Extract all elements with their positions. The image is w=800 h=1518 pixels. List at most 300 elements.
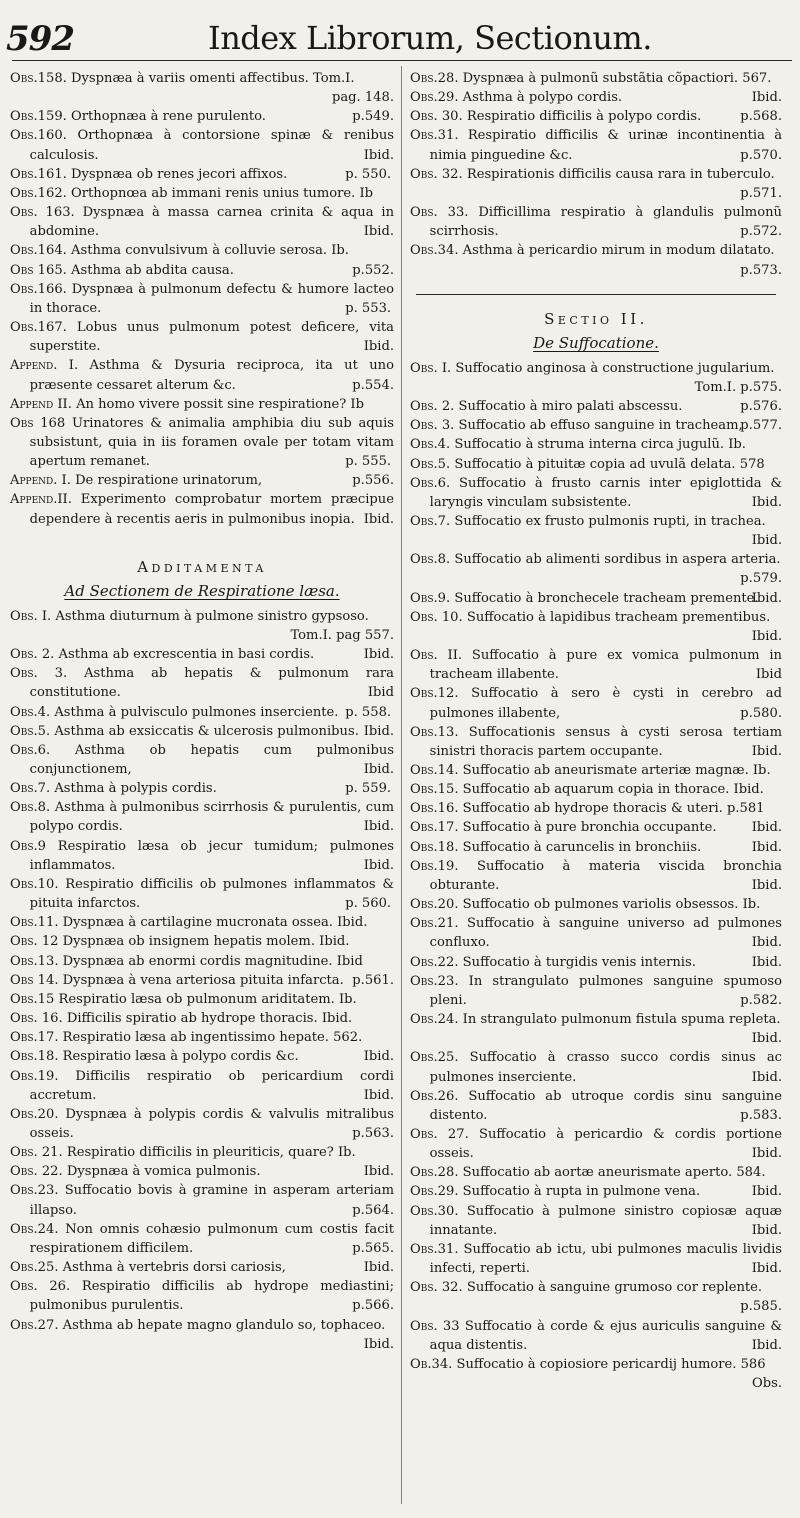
entry-label: Obs.5. <box>10 723 51 739</box>
entry-label: Obs.8. <box>10 800 51 816</box>
entry-text: Asthma & Dysuria reciproca, ita ut uno præsente cessaret alterum &c. <box>29 358 395 393</box>
index-entry <box>410 1125 782 1163</box>
entry-page-ref: p.580. <box>740 705 782 721</box>
entry-text: Suffocationis sensus à cysti serosa tertiam sinistri thoracis partem occupante. <box>429 724 782 759</box>
entry-page-ref: Ibid. <box>751 1184 782 1200</box>
index-entry <box>410 589 782 608</box>
right-column <box>410 69 782 1393</box>
entry-text: Suffocatio anginosa à constructione jugularium. <box>455 360 775 376</box>
entry-page-ref: p. 560. <box>345 896 392 912</box>
index-entry <box>410 241 782 279</box>
entry-text: Asthma à pericardio mirum in modum dilatato. <box>462 243 775 259</box>
suffocation-list <box>410 359 782 1374</box>
entry-page-ref: Ibid. <box>363 1164 394 1180</box>
entry-label: Obs. II. <box>410 648 463 664</box>
entry-text: De respiratione urinatorum, <box>75 473 263 489</box>
entry-text: Respiratio difficilis ob pulmones inflammatos & pituita infarctos. <box>29 876 394 912</box>
entry-page-ref: Ibid. <box>363 1336 394 1352</box>
entry-label: Obs.4. <box>10 704 51 720</box>
entry-page-ref: Ibid <box>755 667 782 683</box>
entry-page-ref: Ibid. <box>751 1146 782 1162</box>
entry-label: Obs.159. <box>10 109 67 125</box>
section-heading: Sectio II. <box>544 309 648 328</box>
column-divider <box>401 66 402 1504</box>
entry-label: Obs.20. <box>10 1106 59 1122</box>
entry-page-ref: Ibid. <box>751 954 782 970</box>
index-entry <box>410 684 782 722</box>
entry-label: Append. I. <box>10 358 79 374</box>
index-entry <box>10 414 394 471</box>
entry-label: Obs.23. <box>10 1183 59 1199</box>
entry-text: Asthma à polypis cordis. <box>54 781 217 797</box>
entry-page-ref: p.561. <box>352 972 394 988</box>
index-entry <box>10 1258 394 1277</box>
entry-text: Difficilis respiratio ob pericardium cordi accretum. <box>29 1068 394 1103</box>
entry-label: Obs.34. <box>410 243 459 259</box>
entry-label: Obs.30. <box>410 1203 459 1219</box>
index-entry <box>10 1028 394 1047</box>
index-entry <box>10 490 394 528</box>
entry-label: Obs.31. <box>410 128 459 144</box>
entry-text: Suffocatio à crasso succo cordis sinus ac pulmones inserciente. <box>429 1050 782 1085</box>
index-entry <box>10 1181 394 1219</box>
entry-label: Obs.8. <box>410 552 451 568</box>
entry-page-ref: Ibid. <box>751 533 782 549</box>
entry-text: In strangulato pulmones sanguine spumoso pleni. <box>429 973 782 1008</box>
catchword: Obs. <box>752 1376 782 1391</box>
entry-label: Ob.34. <box>410 1356 453 1372</box>
entry-text: Dyspnæa à pulmonũ substãtia cõpactiori. 567. <box>462 71 772 86</box>
section-rule <box>416 294 776 295</box>
entry-text: Suffocatio à frusto carnis inter epiglottida & laryngis vinculam subsistente. <box>429 475 782 510</box>
entry-page-ref: Ibid. <box>751 935 782 951</box>
index-entry <box>10 664 394 702</box>
index-entry <box>410 512 782 550</box>
entry-text: Asthma ab hepatis & pulmonum rara constitutione. <box>29 666 394 701</box>
right-entries-list <box>410 69 782 280</box>
entry-label: Obs.22. <box>410 954 459 970</box>
index-entry <box>10 722 394 741</box>
entry-label: Obs.28. <box>410 71 459 86</box>
entry-label: Obs. 26. <box>10 1279 71 1295</box>
entry-label: Obs. 3. <box>10 666 68 682</box>
entry-page-ref: Tom.I. p.575. <box>694 379 782 395</box>
index-entry <box>10 107 394 126</box>
section-subheading: De Suffocatione. <box>533 333 659 352</box>
entry-text: Urinatores & animalia amphibia diu sub aquis subsistunt, quia in iis foramen ovale per totam vitam apertum remanet. <box>29 415 394 470</box>
index-entry <box>410 416 782 435</box>
entry-page-ref: Tom.I. pag 557. <box>290 627 394 643</box>
entry-text: Suffocatio à corde & ejus auriculis sanguine & aqua distentis. <box>429 1318 782 1353</box>
entry-page-ref: p.564. <box>352 1202 394 1218</box>
entry-label: Obs.161. <box>10 166 67 182</box>
entry-text: Respiratio læsa ab ingentissimo hepate. 562. <box>62 1030 363 1046</box>
entry-page-ref: Ibid. <box>363 647 394 663</box>
entry-label: Obs.10. <box>10 876 59 892</box>
index-entry <box>10 779 394 798</box>
entry-text: Suffocatio ab alimenti sordibus in aspera arteria. <box>454 552 781 568</box>
entry-label: Obs.25. <box>410 1050 459 1066</box>
entry-page-ref: Ibid. <box>751 1337 782 1353</box>
index-entry <box>10 1047 394 1066</box>
entry-page-ref: pag. 148. <box>331 90 394 106</box>
entry-label: Obs 168 <box>10 415 66 431</box>
entry-text: Asthma ab excrescentia in basi cordis. <box>58 647 315 663</box>
entry-page-ref: p.563. <box>352 1125 394 1141</box>
entry-label: Obs.23. <box>410 973 459 989</box>
entry-label: Obs.16. <box>410 801 459 817</box>
index-entry <box>410 953 782 972</box>
index-entry <box>410 126 782 164</box>
entry-label: Obs. 16. <box>10 1011 63 1027</box>
entry-text: Dyspnæa ab enormi cordis magnitudine. Ibid <box>62 953 363 969</box>
entry-text: Asthma ab abdita causa. <box>71 262 234 278</box>
additamenta-subheading: Ad Sectionem de Respiratione læsa. <box>64 581 340 600</box>
entry-label: Obs. 27. <box>410 1126 469 1142</box>
entry-text: Asthma convulsivum à colluvie serosa. Ib. <box>71 243 349 259</box>
index-entry <box>410 1317 782 1355</box>
entry-text: In strangulato pulmonum fistula spuma repleta. <box>462 1012 781 1028</box>
entry-label: Obs.6. <box>410 475 451 491</box>
entry-page-ref: p.585. <box>740 1299 782 1315</box>
entry-label: Obs.27. <box>10 1317 59 1333</box>
entry-text: Dyspnæa à cartilagine mucronata ossea. Ibid. <box>62 915 368 931</box>
entry-label: Obs. 3. <box>410 418 455 434</box>
index-entry <box>410 838 782 857</box>
index-entry <box>10 1316 394 1354</box>
entry-label: Obs. 2. <box>410 399 455 415</box>
page-title: Index Librorum, Sectionum. <box>208 19 652 57</box>
entry-text: Suffocatio ab hydrope thoracis & uteri. p.581 <box>462 801 765 817</box>
entry-text: Orthopnœa ab immani renis unius tumore. Ib <box>71 185 374 201</box>
entry-text: Respiratio læsa ob pulmonum ariditatem. Ib. <box>58 991 357 1007</box>
index-entry <box>410 1355 782 1374</box>
entry-text: Suffocatio à pulmone sinistro copiosæ aquæ innatante. <box>429 1203 782 1238</box>
entry-label: Obs.162. <box>10 185 67 201</box>
entry-label: Obs.160. <box>10 128 67 144</box>
entry-text: Suffocatio à sero è cysti in cerebro ad pulmones illabente, <box>429 686 782 721</box>
entry-page-ref: Ibid. <box>751 628 782 644</box>
entry-text: Respiratio læsa ob jecur tumidum; pulmones inflammatos. <box>29 838 394 873</box>
index-entry <box>10 241 394 260</box>
entry-label: Obs.18. <box>10 1049 59 1065</box>
entry-page-ref: Ibid. <box>751 1031 782 1047</box>
index-entry <box>410 723 782 761</box>
entry-page-ref: p.576. <box>740 399 782 415</box>
index-entry <box>10 1277 394 1315</box>
entry-label: Obs 165. <box>10 262 67 278</box>
entry-page-ref: p.572. <box>740 224 782 240</box>
entry-label: Obs.166. <box>10 281 67 297</box>
entry-page-ref: p. 558. <box>345 704 392 720</box>
index-entry <box>10 913 394 932</box>
index-entry <box>10 837 394 875</box>
entry-label: Obs. 32. <box>410 1280 463 1296</box>
entry-text: Suffocatio ab utroque cordis sinu sanguine distento. <box>429 1088 782 1123</box>
entry-page-ref: Ibid. <box>363 762 394 777</box>
index-entry <box>10 1143 394 1162</box>
index-entry <box>410 780 782 799</box>
entry-page-ref: p.556. <box>352 473 394 489</box>
entry-text: Suffocatio à bronchecele tracheam prementе. <box>454 590 759 606</box>
entry-label: Obs.5. <box>410 456 451 472</box>
index-entry <box>410 895 782 914</box>
index-entry <box>10 703 394 722</box>
entry-text: Suffocatio ex frusto pulmonis rupti, in trachea. <box>454 513 766 529</box>
entry-text: Suffocatio ob pulmones variolis obsessos. Ib. <box>462 897 761 913</box>
entry-page-ref: Ibid. <box>751 1069 782 1085</box>
entry-text: Suffocatio à sanguine grumoso cor replente. <box>466 1280 763 1296</box>
entry-text: Dyspnæa à vena arteriosa pituita infarcta. <box>62 972 344 988</box>
entry-page-ref: Ibid. <box>751 590 782 606</box>
entry-label: Obs.15. <box>410 782 459 798</box>
entry-page-ref: p. 553. <box>345 300 392 316</box>
entry-text: Suffocatio à miro palati abscessu. <box>458 399 683 415</box>
entry-text: Asthma diuturnum à pulmone sinistro gypsoso. <box>55 608 369 624</box>
header-rule <box>12 60 792 61</box>
entry-page-ref: p.565. <box>352 1240 394 1256</box>
entry-text: Suffocatio à copiosiore pericardij humore. 586 <box>456 1356 766 1372</box>
entry-page-ref: Ibid. <box>363 819 394 835</box>
entry-label: Obs.29. <box>410 1184 459 1200</box>
entry-text: Orthopnæa à contorsione spinæ & renibus calculosis. <box>29 128 394 163</box>
entry-text: Asthma ob hepatis cum pulmonibus conjunctionem, <box>29 742 394 777</box>
index-entry <box>10 932 394 951</box>
entry-label: Obs. I. <box>410 360 452 376</box>
entry-label: Append.II. <box>10 492 72 508</box>
entry-page-ref: Ibid. <box>363 511 394 527</box>
entry-page-ref: Ibid. <box>363 723 394 739</box>
entry-text: Suffocatio ab effuso sanguine in tracheam, <box>458 418 743 434</box>
index-entry <box>410 397 782 416</box>
entry-text: Dyspnæa à vomica pulmonis. <box>66 1164 261 1180</box>
entry-page-ref: p.554. <box>352 377 394 393</box>
entry-text: Asthma ab hepate magno glandulo so, tophaceo. <box>62 1317 386 1333</box>
entry-label: Obs.29. <box>410 90 459 106</box>
entry-text: Suffocatio ab ictu, ubi pulmones maculis lividis infecti, reperti. <box>429 1241 782 1277</box>
entry-page-ref: Ibid. <box>751 820 782 836</box>
entry-text: Non omnis cohæsio pulmonum cum costis facit respirationem difficilem. <box>29 1221 394 1256</box>
entry-label: Obs.19. <box>10 1068 59 1084</box>
index-entry <box>410 1278 782 1316</box>
entry-label: Obs. 163. <box>10 205 75 221</box>
index-entry <box>410 474 782 512</box>
entry-label: Obs. 21. <box>10 1145 63 1161</box>
entry-page-ref: Ibid. <box>363 224 394 240</box>
entry-label: Obs.21. <box>410 916 459 932</box>
entry-text: Suffocatio à materia viscida bronchia obturante. <box>429 858 782 893</box>
entry-page-ref: p.579. <box>740 571 782 587</box>
index-entry <box>10 607 394 645</box>
entry-text: Suffocatio à pituitæ copia ad uvulã delata. 578 <box>454 456 765 472</box>
index-entry <box>10 203 394 241</box>
entry-label: Obs.19. <box>410 858 459 874</box>
entry-label: Obs.167. <box>10 320 67 336</box>
entry-label: Obs.25. <box>10 1260 59 1276</box>
entry-page-ref: p. 550. <box>345 166 392 182</box>
index-entry <box>10 1220 394 1258</box>
index-entry <box>410 203 782 241</box>
entry-text: Suffocatio à pure ex vomica pulmonum in tracheam illabente. <box>429 648 782 683</box>
index-entry <box>410 761 782 780</box>
entry-label: Obs.15 <box>10 991 55 1007</box>
index-entry <box>410 435 782 454</box>
entry-text: Asthma à pulvisculo pulmones inserciente. <box>54 704 339 720</box>
entry-label: Obs. 30. <box>410 109 463 125</box>
index-entry <box>10 741 394 779</box>
index-entry <box>410 1163 782 1182</box>
entry-text: Respiratio difficilis & urinæ incontinentia à nimia pinguedine &c. <box>429 128 782 163</box>
entry-page-ref: Ibid. <box>363 1260 394 1276</box>
entry-page-ref: Ibid <box>367 685 394 701</box>
entry-text: Suffocatio bovis à gramine in asperam arteriam illapso. <box>29 1183 394 1218</box>
entry-text: Suffocatio ab aquarum copia in thorace. Ibid. <box>462 782 764 798</box>
left-column <box>10 69 394 1354</box>
entry-label: Obs.31. <box>410 1241 459 1257</box>
index-entry <box>10 318 394 356</box>
entry-label: Obs 14. <box>10 972 59 988</box>
index-entry <box>10 395 394 414</box>
index-entry <box>410 1240 782 1278</box>
index-entry <box>410 608 782 646</box>
entry-label: Obs. 12 <box>10 934 59 950</box>
entry-text: Suffocatio à caruncelis in bronchiis. <box>462 839 702 855</box>
entry-page-ref: p.549. <box>352 109 394 125</box>
index-entry <box>10 798 394 836</box>
entry-text: Respiratio difficilis in pleuriticis, quare? Ib. <box>66 1145 356 1161</box>
entry-text: Dyspnæa à pulmonum defectu & humore lacteo in thorace. <box>29 281 394 316</box>
entry-page-ref: Ibid. <box>751 877 782 893</box>
index-entry <box>10 971 394 990</box>
entry-label: Obs. I. <box>10 608 52 624</box>
entry-page-ref: Ibid. <box>363 857 394 873</box>
additamenta-heading: Additamenta <box>137 557 267 576</box>
index-entry <box>10 471 394 490</box>
entry-label: Obs.7. <box>410 513 451 529</box>
entry-label: Obs.158. <box>10 71 67 86</box>
entry-label: Obs.9 <box>10 838 47 854</box>
index-entry <box>10 69 394 107</box>
index-entry <box>410 818 782 837</box>
index-entry <box>10 165 394 184</box>
entry-text: Difficillima respiratio à glandulis pulmonũ scirrhosis. <box>429 205 782 240</box>
entry-text: Dyspnæa ob insignem hepatis molem. Ibid. <box>62 934 350 950</box>
entry-page-ref: p. 555. <box>345 454 392 470</box>
entry-text: Suffocatio à struma interna circa jugulũ. Ib. <box>454 437 746 453</box>
index-entry <box>410 1048 782 1086</box>
entry-text: Orthopnæa à rene purulento. <box>71 109 266 125</box>
entry-page-ref: Ibid. <box>751 90 782 106</box>
entry-label: Obs.7. <box>10 781 51 797</box>
entry-text: Dyspnæa à polypis cordis & valvulis mitralibus osseis. <box>29 1106 394 1141</box>
entry-label: Obs. 33 <box>410 1318 460 1334</box>
entry-page-ref: p.571. <box>740 185 782 201</box>
entry-text: Respiratio læsa à polypo cordis &c. <box>62 1049 299 1065</box>
entry-label: Obs.6. <box>10 742 51 758</box>
entry-label: Obs. 32. <box>410 166 463 182</box>
entry-text: Difficilis spiratio ab hydrope thoracis. Ibid. <box>66 1011 353 1027</box>
index-entry <box>10 990 394 1009</box>
index-entry <box>10 1067 394 1105</box>
entry-page-ref: p.573. <box>740 262 782 278</box>
index-entry <box>410 1010 782 1048</box>
entry-text: Asthma ab exsiccatis & ulcerosis pulmonibus. <box>54 723 359 739</box>
entry-label: Obs.12. <box>410 686 459 702</box>
index-entry <box>410 972 782 1010</box>
entry-label: Obs.18. <box>410 839 459 855</box>
entry-label: Append II. <box>10 396 72 412</box>
entry-label: Obs. 22. <box>10 1164 63 1180</box>
additamenta-list <box>10 607 394 1354</box>
left-entries-list <box>10 69 394 529</box>
entry-text: Dyspnæa ob renes jecori affixos. <box>71 166 288 182</box>
index-entry <box>410 1087 782 1125</box>
index-entry <box>10 952 394 971</box>
entry-text: Dyspnæa à variis omenti affectibus. Tom.I. <box>71 71 355 86</box>
index-entry <box>10 280 394 318</box>
entry-label: Obs.13. <box>410 724 459 740</box>
entry-label: Obs.17. <box>10 1030 59 1046</box>
index-entry <box>410 359 782 397</box>
entry-page-ref: Ibid. <box>751 494 782 510</box>
index-entry <box>10 875 394 913</box>
entry-text: Lobus unus pulmonum potest deficere, vita superstite. <box>29 320 394 355</box>
entry-page-ref: Ibid. <box>363 1049 394 1065</box>
entry-page-ref: p.577. <box>740 418 782 434</box>
entry-label: Obs. 33. <box>410 205 469 221</box>
entry-text: Experimento comprobatur mortem præcipue dependere à recentis aeris in pulmonibus inopia. <box>29 492 394 527</box>
index-entry <box>410 107 782 126</box>
entry-text: Asthma à polypo cordis. <box>462 90 623 106</box>
page-number: 592 <box>6 19 74 59</box>
entry-label: Obs.26. <box>410 1088 459 1104</box>
index-entry <box>410 799 782 818</box>
entry-label: Obs.13. <box>10 953 59 969</box>
index-entry <box>410 914 782 952</box>
index-entry <box>410 646 782 684</box>
entry-text: Suffocatio ab aortæ aneurismate aperto. 584. <box>462 1165 766 1181</box>
entry-text: Dyspnæa à massa carnea crinita & aqua in abdomine. <box>29 205 394 240</box>
entry-text: Respiratio difficilis à polypo cordis. <box>466 109 702 125</box>
entry-label: Obs.28. <box>410 1165 459 1181</box>
entry-page-ref: Ibid. <box>363 147 394 163</box>
entry-label: Obs.9. <box>410 590 451 606</box>
index-entry <box>410 165 782 203</box>
entry-label: Obs.20. <box>410 897 459 913</box>
index-entry <box>410 88 782 107</box>
entry-label: Append. I. <box>10 473 71 489</box>
entry-page-ref: p.568. <box>740 109 782 125</box>
entry-label: Obs.4. <box>410 437 451 453</box>
index-entry <box>10 1009 394 1028</box>
index-entry <box>10 126 394 164</box>
entry-page-ref: p.583. <box>740 1107 782 1123</box>
entry-text: Suffocatio à turgidis venis internis. <box>462 954 696 970</box>
entry-label: Obs.11. <box>10 915 59 931</box>
entry-text: Respiratio difficilis ab hydrope mediastini; pulmonibus purulentis. <box>29 1279 394 1314</box>
entry-page-ref: Ibid. <box>751 743 782 759</box>
entry-text: Suffocatio à pure bronchia occupante. <box>462 820 717 836</box>
index-entry <box>410 1202 782 1240</box>
entry-page-ref: Ibid. <box>751 839 782 855</box>
entry-page-ref: p.570. <box>740 147 782 163</box>
entry-page-ref: p. 559. <box>345 781 392 797</box>
index-entry <box>10 1162 394 1181</box>
entry-text: Suffocatio ab aneurismate arteriæ magnæ. Ib. <box>462 763 771 778</box>
entry-page-ref: Ibid. <box>751 1222 782 1238</box>
entry-page-ref: Ibid. <box>363 339 394 355</box>
entry-text: Suffocatio à lapidibus tracheam prementibus. <box>466 609 771 625</box>
